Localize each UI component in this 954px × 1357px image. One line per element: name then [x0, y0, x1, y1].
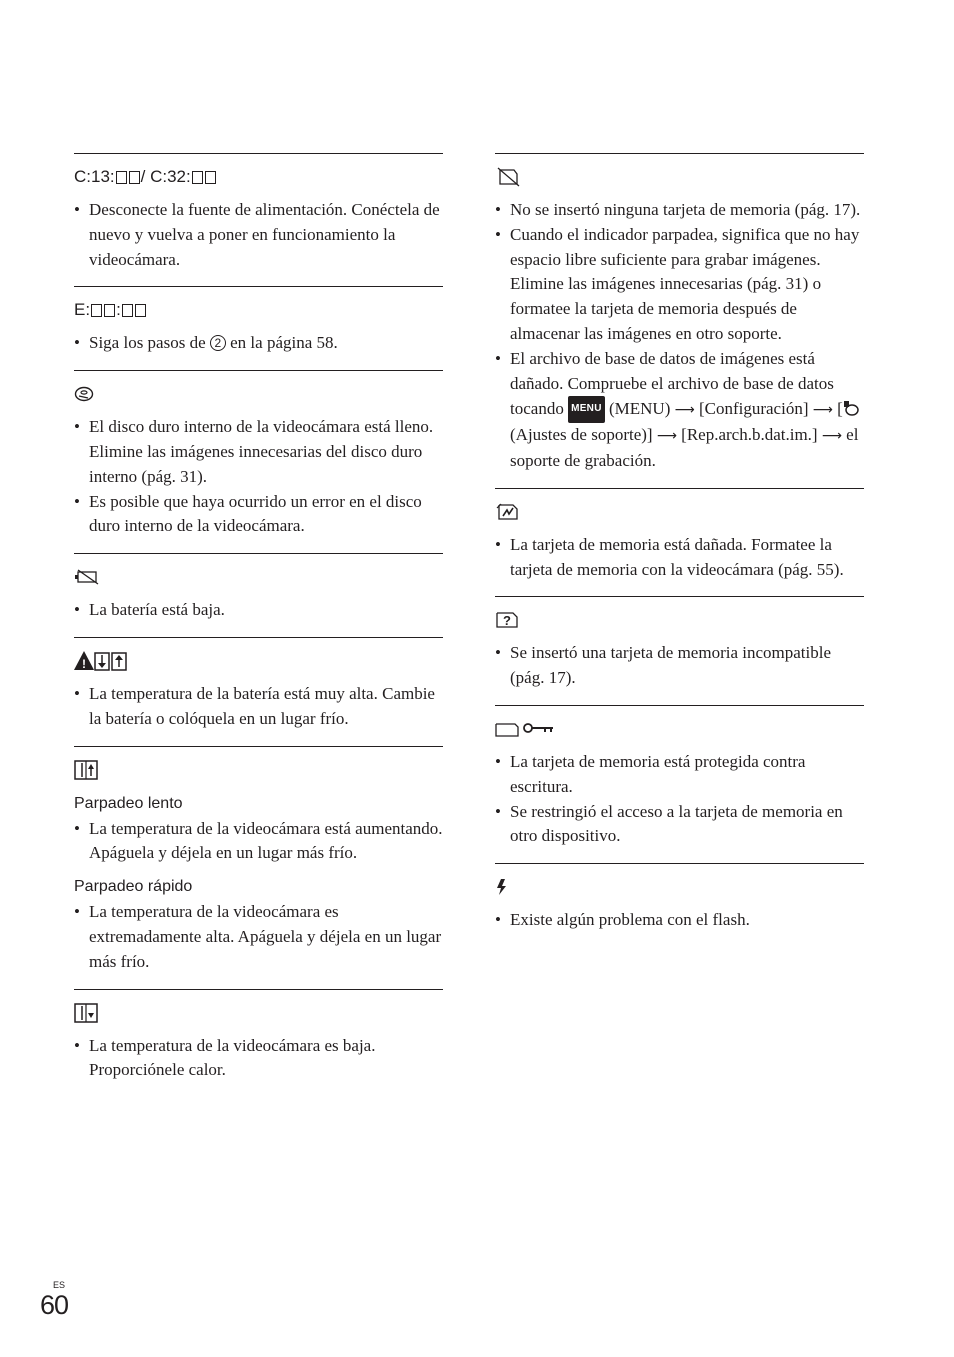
text: (Ajustes de soporte)]: [510, 425, 657, 445]
placeholder-box-icon: [205, 171, 216, 184]
icon-heading: [495, 499, 864, 525]
error-section-e: [74, 286, 443, 370]
left-column: [74, 153, 443, 1097]
low-temp-icon: [74, 1002, 100, 1024]
text: el soporte de grabación.: [510, 425, 859, 470]
subheading-fast-blink: Parpadeo rápido: [74, 878, 193, 896]
list-item: • La tarjeta de memoria está dañada. Formatee la tarjeta de memoria con la videocámara (pág. 55).: [495, 533, 864, 583]
icon-heading: [74, 1000, 443, 1026]
placeholder-box-icon: [135, 304, 146, 317]
error-code-c32: / C:32:: [140, 167, 191, 186]
error-code-e: E:: [74, 300, 91, 320]
placeholder-box-icon: [122, 304, 133, 317]
language-code: ES: [53, 1280, 66, 1290]
menu-button-icon: MENU: [568, 396, 605, 423]
right-column: [495, 153, 864, 947]
error-code-heading: [74, 164, 443, 190]
svg-text:?: ?: [503, 613, 511, 629]
list-item: • Es posible que haya ocurrido un error en el disco duro interno de la videocámara.: [74, 490, 443, 540]
list-item: • La temperatura de la videocámara es baja. Proporciónele calor.: [74, 1034, 443, 1084]
icon-heading: [74, 648, 443, 674]
no-memory-card-icon: [495, 167, 521, 187]
list-item: • Cuando el indicador parpadea, significa que no hay espacio libre suficiente para grabar imágenes. Elimine las imágenes innecesarias (pág. 31) o formatee la tarjeta de memoria después de almacenar las imágenes en otro soporte.: [495, 223, 864, 347]
arrow-right-icon: ⟶: [812, 402, 833, 419]
flash-icon: [495, 877, 509, 897]
list-item: [74, 331, 443, 356]
text: Siga los pasos de: [89, 333, 210, 353]
error-section-c13: [74, 153, 443, 286]
error-section-flash: [495, 863, 864, 947]
arrow-right-icon: ⟶: [674, 402, 695, 419]
list-item: • Se restringió el acceso a la tarjeta de memoria en otro dispositivo.: [495, 800, 864, 850]
error-section-card-protected: [495, 705, 864, 863]
high-temp-icon: [74, 759, 100, 781]
damaged-card-icon: [495, 502, 521, 522]
list-item: • La batería está baja.: [74, 598, 443, 623]
step-number-icon: 2: [210, 335, 226, 351]
battery-low-icon: [74, 569, 100, 585]
placeholder-box-icon: [129, 171, 140, 184]
icon-heading: [74, 757, 443, 783]
icon-heading: [74, 564, 443, 590]
text: [Configuración]: [694, 399, 813, 419]
icon-heading: [495, 607, 864, 633]
icon-heading: [495, 164, 864, 190]
error-section-battery: [74, 553, 443, 637]
card-protected-icon: [495, 719, 557, 739]
icon-heading: [74, 381, 443, 407]
error-section-battery-temp: [74, 637, 443, 746]
placeholder-box-icon: [104, 304, 115, 317]
svg-text:!: !: [82, 656, 86, 671]
error-code-c13: C:13:: [74, 167, 115, 186]
text: en la página 58.: [225, 333, 338, 353]
list-item: [495, 347, 864, 474]
placeholder-box-icon: [91, 304, 102, 317]
icon-heading: [495, 874, 864, 900]
text: (MENU): [604, 399, 675, 419]
error-section-incompatible-card: [495, 596, 864, 705]
list-item: • La tarjeta de memoria está protegida contra escritura.: [495, 750, 864, 800]
list-item: • No se insertó ninguna tarjeta de memoria (pág. 17).: [495, 198, 864, 223]
text: [Rep.arch.b.dat.im.]: [676, 425, 822, 445]
placeholder-box-icon: [116, 171, 127, 184]
list-item: • La temperatura de la videocámara está aumentando. Apáguela y déjela en un lugar más frío.: [74, 817, 443, 867]
error-section-high-temp: [74, 746, 443, 989]
subheading-slow-blink: Parpadeo lento: [74, 794, 183, 812]
error-section-hdd: [74, 370, 443, 553]
page-footer: [40, 1280, 68, 1320]
list-item: • Existe algún problema con el flash.: [495, 908, 864, 933]
list-item: • Se insertó una tarjeta de memoria incompatible (pág. 17).: [495, 641, 864, 691]
list-item: • Desconecte la fuente de alimentación. Conéctela de nuevo y vuelva a poner en funcionamiento la videocámara.: [74, 198, 443, 272]
error-code-heading: [74, 297, 443, 323]
page-number: 60: [40, 1290, 69, 1320]
battery-temp-warning-icon: [74, 650, 130, 672]
hdd-error-icon: [74, 385, 94, 403]
placeholder-box-icon: [192, 171, 203, 184]
arrow-right-icon: ⟶: [656, 428, 677, 445]
text: El archivo de base de datos de imágenes está dañado. Compruebe el archivo de base de datos tocando: [510, 348, 834, 419]
error-section-low-temp: [74, 989, 443, 1098]
colon-text: :: [116, 300, 121, 320]
list-item: • La temperatura de la batería está muy alta. Cambie la batería o colóquela en un lugar frío.: [74, 682, 443, 732]
error-section-no-card: [495, 153, 864, 488]
arrow-right-icon: ⟶: [821, 428, 842, 445]
list-item: • El disco duro interno de la videocámara está lleno. Elimine las imágenes innecesarias del disco duro interno (pág. 31).: [74, 415, 443, 489]
error-section-damaged-card: [495, 488, 864, 597]
text: [: [832, 399, 843, 419]
media-settings-icon: [843, 400, 859, 416]
incompatible-card-icon: [495, 610, 521, 630]
list-item: • La temperatura de la videocámara es extremadamente alta. Apáguela y déjela en un lugar más frío.: [74, 900, 443, 974]
icon-heading: [495, 716, 864, 742]
